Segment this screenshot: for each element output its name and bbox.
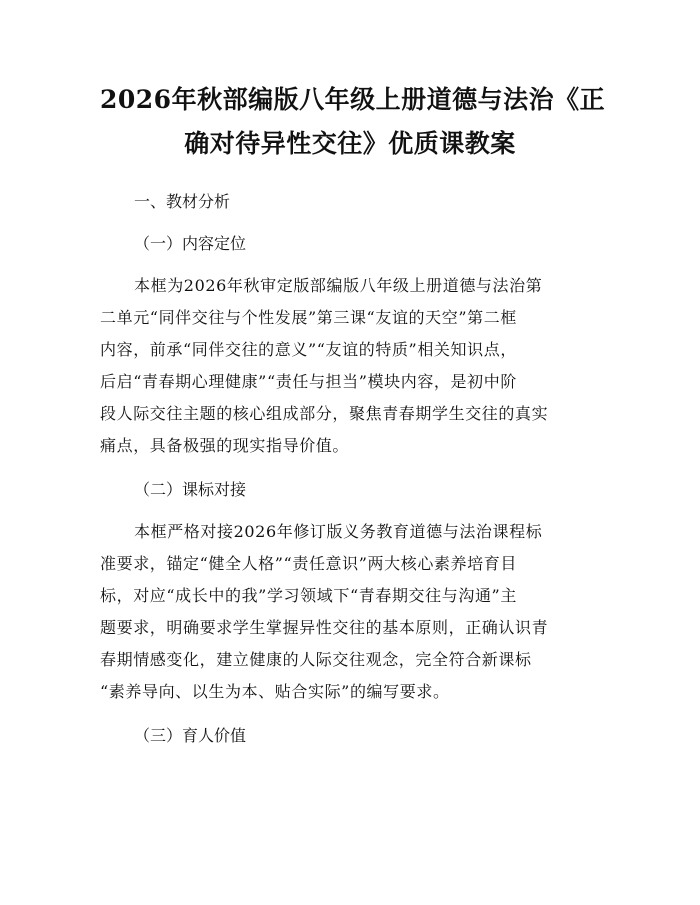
paragraph-line: 内容，前承“同伴交往的意义”“友谊的特质”相关知识点， xyxy=(100,340,517,359)
paragraph-line: 后启“青春期心理健康”“责任与担当”模块内容，是初中阶 xyxy=(100,372,517,391)
paragraph-line: 段人际交往主题的核心组成部分，聚焦青春期学生交往的真实 xyxy=(100,404,549,423)
paragraph-line: 本框为2026年秋审定版部编版八年级上册道德与法治第 xyxy=(134,276,543,295)
document-title xyxy=(100,78,606,166)
title-line-2: 确对待异性交往》优质课教案 xyxy=(184,129,516,158)
paragraph-line: 春期情感变化，建立健康的人际交往观念，完全符合新课标 xyxy=(100,650,532,669)
paragraph-line: 痛点，具备极强的现实指导价值。 xyxy=(100,436,350,455)
title-line-1: 2026年秋部编版八年级上册道德与法治《正 xyxy=(100,85,606,114)
paragraph-line: 准要求，锚定“健全人格”“责任意识”两大核心素养培育目 xyxy=(100,554,517,573)
paragraph-line: 标，对应“成长中的我”学习领域下“青春期交往与沟通”主 xyxy=(100,586,517,605)
paragraph-line: 本框严格对接2026年修订版义务教育道德与法治课程标 xyxy=(134,522,543,541)
section-heading-textbook-analysis: 一、教材分析 xyxy=(134,192,231,211)
subsection-heading-content-positioning: （一）内容定位 xyxy=(134,234,247,253)
subsection-heading-curriculum-alignment: （二）课标对接 xyxy=(134,480,247,499)
subsection-heading-educational-value: （三）育人价值 xyxy=(134,726,247,745)
paragraph-line: 二单元“同伴交往与个性发展”第三课“友谊的天空”第二框 xyxy=(100,308,517,327)
paragraph-curriculum-alignment xyxy=(100,516,600,708)
paragraph-line: 题要求，明确要求学生掌握异性交往的基本原则，正确认识青 xyxy=(100,618,549,637)
paragraph-line: “素养导向、以生为本、贴合实际”的编写要求。 xyxy=(100,682,450,701)
paragraph-content-positioning xyxy=(100,270,600,462)
